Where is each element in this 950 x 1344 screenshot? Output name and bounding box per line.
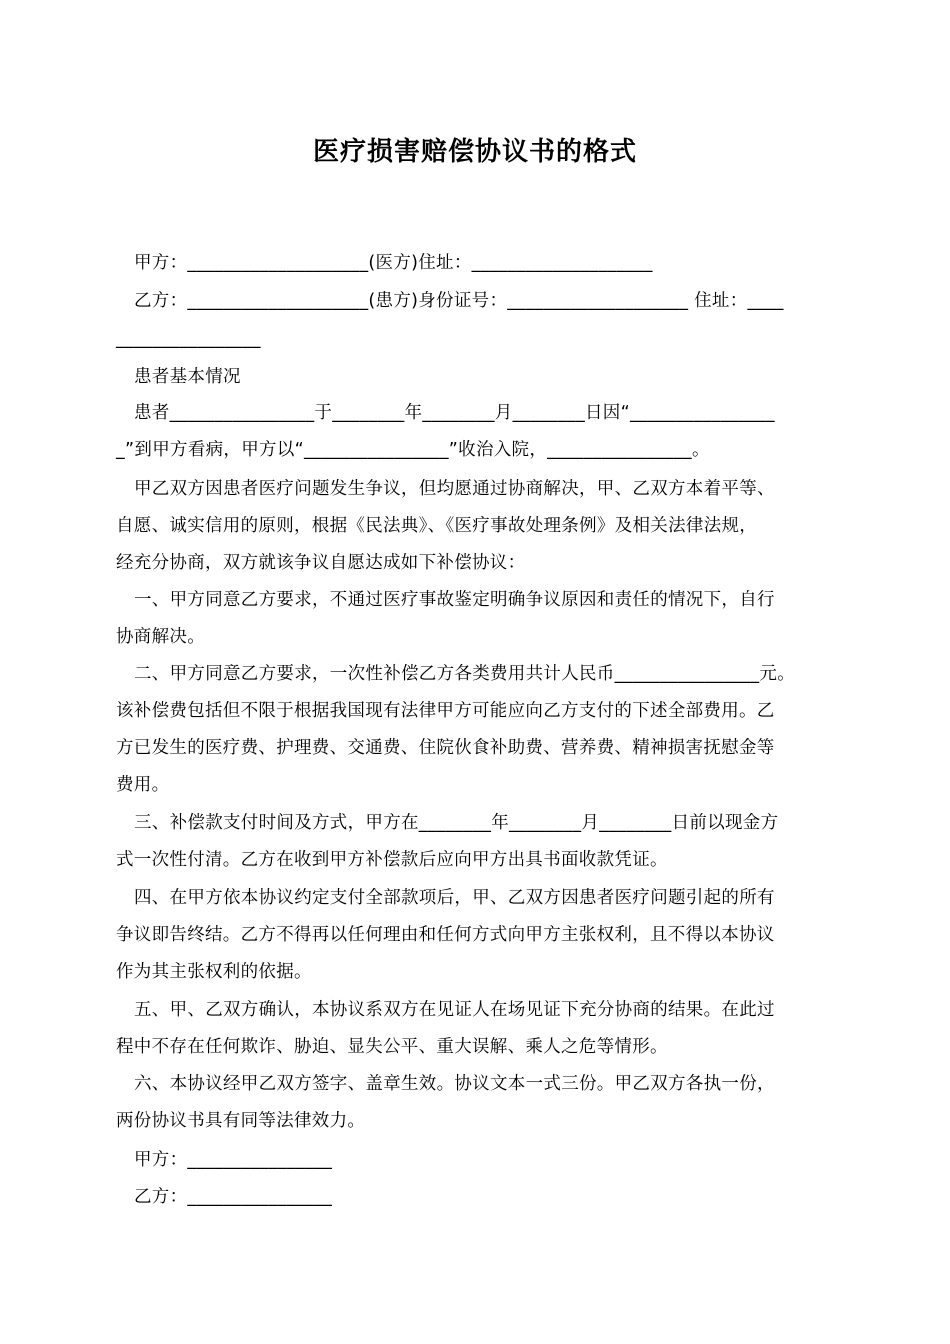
clause-3-line-2: 式一次性付清。乙方在收到甲方补偿款后应向甲方出具书面收款凭证。	[116, 850, 668, 870]
clause-6-line-1: 六、本协议经甲乙双方签字、盖章生效。协议文本一式三份。甲乙双方各执一份，	[134, 1074, 775, 1094]
preamble-line-2: 自愿、诚实信用的原则，根据《民法典》、《医疗事故处理条例》及相关法律法规，	[116, 516, 758, 536]
clause-6-line-2: 两份协议书具有同等法律效力。	[116, 1111, 366, 1131]
patient-info-heading: 患者基本情况	[134, 367, 241, 387]
clause-3-line-1: 三、补偿款支付时间及方式，甲方在________年________月________日前以现金方	[134, 813, 779, 833]
clause-2-line-3: 方已发生的医疗费、护理费、交通费、住院伙食补助费、营养费、精神损害抚慰金等	[116, 738, 775, 758]
clause-1-line-2: 协商解决。	[116, 627, 205, 647]
party-a-signature: 甲方：________________	[134, 1150, 333, 1170]
clause-5-line-1: 五、甲、乙双方确认，本协议系双方在见证人在场见证下充分协商的结果。在此过	[134, 1000, 775, 1020]
clause-1-line-1: 一、甲方同意乙方要求，不通过医疗事故鉴定明确争议原因和责任的情况下，自行	[134, 590, 775, 610]
preamble-line-1: 甲乙双方因患者医疗问题发生争议，但均愿通过协商解决，甲、乙双方本着平等、	[134, 479, 775, 499]
clause-2-line-1: 二、甲方同意乙方要求，一次性补偿乙方各类费用共计人民币________________元。	[134, 664, 795, 684]
clause-2-line-2: 该补偿费包括但不限于根据我国现有法律甲方可能应向乙方支付的下述全部费用。乙	[116, 701, 775, 721]
clause-4-line-2: 争议即告终结。乙方不得再以任何理由和任何方式向甲方主张权利，且不得以本协议	[116, 925, 775, 945]
patient-info-line-1: 患者________________于________年________月________日因“________________	[134, 403, 775, 423]
preamble-line-3: 经充分协商，双方就该争议自愿达成如下补偿协议：	[116, 553, 526, 573]
clause-4-line-1: 四、在甲方依本协议约定支付全部款项后，甲、乙双方因患者医疗问题引起的所有	[134, 888, 775, 908]
patient-info-line-2: _”到甲方看病，甲方以“________________”收治入院，________________。	[116, 440, 710, 460]
document-title: 医疗损害赔偿协议书的格式	[312, 137, 637, 167]
party-a-info-line: 甲方：____________________(医方)住址：____________________	[134, 253, 653, 273]
clause-4-line-3: 作为其主张权利的依据。	[116, 962, 312, 982]
party-b-info-line: 乙方：____________________(患方)身份证号：____________________ 住址：____	[134, 291, 784, 311]
clause-2-line-4: 费用。	[116, 775, 170, 795]
party-b-info-continuation: ________________	[116, 329, 261, 349]
party-b-signature: 乙方：________________	[134, 1187, 333, 1207]
clause-5-line-2: 程中不存在任何欺诈、胁迫、显失公平、重大误解、乘人之危等情形。	[116, 1037, 668, 1057]
